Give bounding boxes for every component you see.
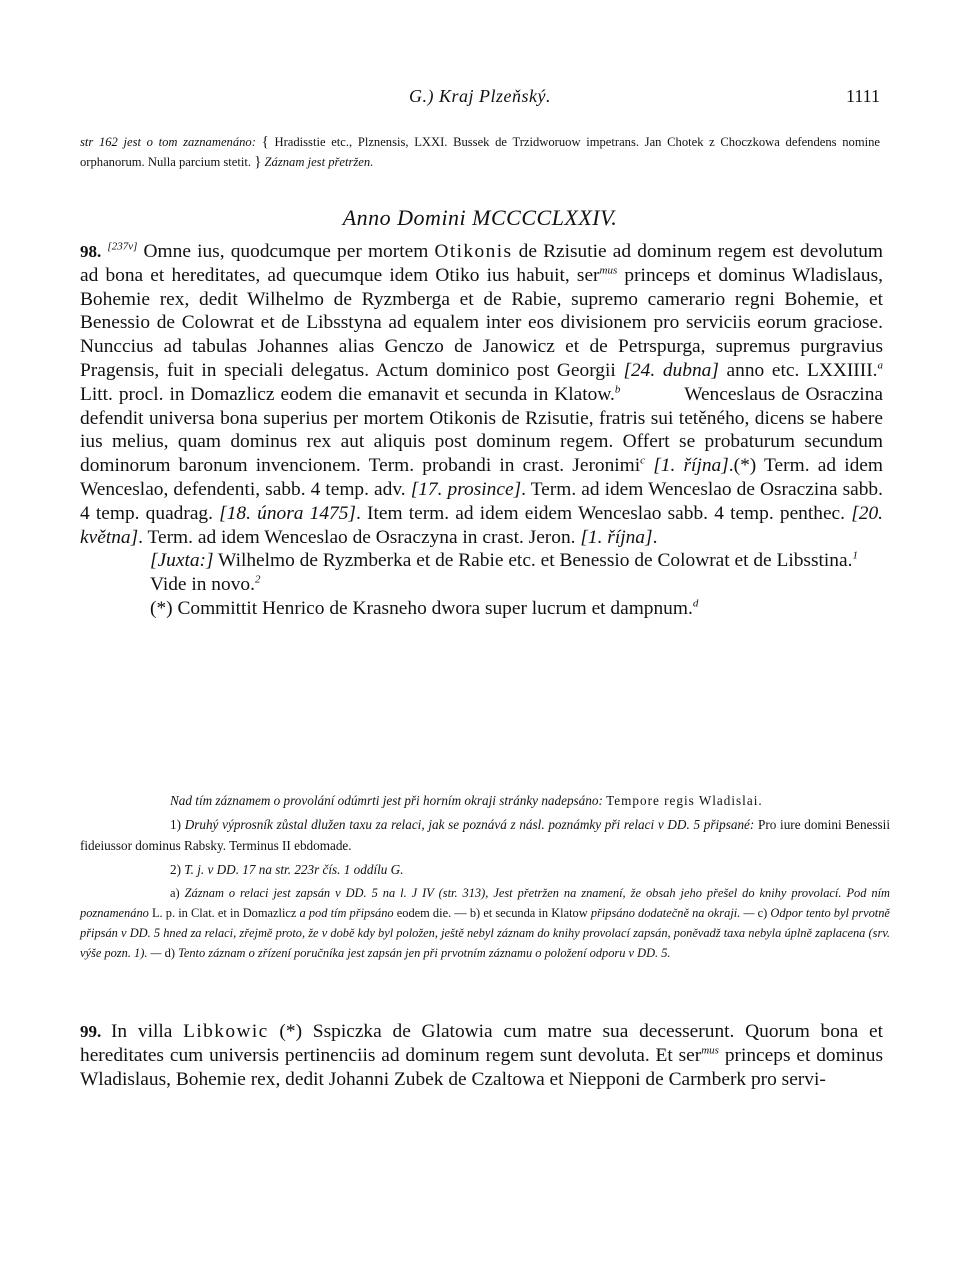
juxta-label: [Juxta:]: [150, 550, 214, 572]
text-run: . Term. ad idem Wenceslao de Osraczina sabb. 4 temp. quadrag.: [80, 478, 883, 524]
footnote-italic: Tento záznam o zřízení poručníka jest zapsán jen při prvotním záznamu o položení odporu v DD. 5.: [178, 946, 671, 960]
editorial-date: [17. prosince]: [410, 478, 522, 500]
brace-close-icon: }: [254, 154, 262, 170]
footnote-text: et secunda in Klatow: [483, 906, 588, 920]
editorial-date: [1. října]: [653, 455, 729, 477]
page-number: 1111: [846, 86, 880, 106]
top-note: [80, 132, 880, 172]
section-98: [80, 240, 883, 621]
text-run: de Rzisutie ad dominum regem est devolutum ad bona et hereditates, ad quecumque idem Otiko ius habuit, ser: [80, 241, 883, 286]
top-note-prefix: str 162 jest o tom zaznamenáno:: [80, 135, 256, 149]
footnote-italic: a pod tím připsáno: [299, 906, 394, 920]
spaced-name: Libkowic: [183, 1021, 269, 1042]
footnote-ref: 1: [852, 549, 858, 562]
footnote-mark: a): [170, 886, 180, 900]
text-run: Vide in novo.: [150, 574, 255, 596]
superscript: mus: [701, 1044, 719, 1057]
footnote-italic: Nad tím záznamem o provolání odúmrti jest při horním okraji stránky nadepsáno:: [170, 793, 603, 808]
footnote-mark: 1): [170, 817, 181, 832]
text-run: (*) Sspiczka de Glatowia cum matre sua decesserunt. Quorum bona et hereditates cum universis pertinenciis ad dominum regem sunt devoluta. Et ser: [80, 1021, 883, 1067]
section-99: [80, 1020, 883, 1093]
text-run: princeps et dominus Wladislaus, Bohemie rex, dedit Wilhelmo de Ryzmberga et de Rabie, supremo camerario regni Bohemie, et Benessio de Colowrat et de Libsstyna ad equalem inter eos divisionem pro serviciis eorum graciose. Nunccius ad tabulas Johannes alias Genczo de Janowicz et de Petrspurga, supremus purgravius Pragensis, fuit in speciali delegatus. Actum dominico post Georgii: [80, 264, 883, 381]
section-number: 98.: [80, 242, 102, 261]
footnotes: [80, 790, 890, 966]
footnote-italic: T. j. v DD. 17 na str. 223r čís. 1 oddílu G.: [184, 862, 404, 877]
footnote-mark: 2): [170, 862, 181, 877]
section-98-paragraph: [80, 240, 883, 549]
folio-mark: [237v]: [107, 240, 138, 253]
footnote-1: [80, 814, 890, 856]
footnote-italic: Odpor tento byl prvotně připsán v DD. 5 hned za relaci, zřejmě proto, že v době kdy byl položen, ještě nebyl záznam do knihy provolací zapsán, poněvadž taxa nebyla úplně zaplacena (srv. výše pozn. 1). —: [80, 906, 890, 960]
footnote-italic: Záznam o relaci jest zapsán v DD. 5 na l. J IV (str. 313), Jest přetržen na znamení, že obsah jeho přešel do knihy provolací. Pod ním poznamenáno: [80, 886, 890, 920]
editorial-date: [20. května]: [80, 502, 883, 548]
page-header: [80, 86, 880, 116]
section-number: 99.: [80, 1022, 102, 1041]
footnote-ref: d: [692, 597, 699, 610]
top-note-suffix: Záznam jest přetržen.: [264, 155, 374, 169]
footnote-text: L. p. in Clat. et in Domazlicz: [151, 906, 297, 920]
footnote-ref: 2: [254, 573, 261, 586]
footnote-text: Tempore regis Wladislai.: [606, 793, 763, 808]
juxta-paragraph: [80, 549, 883, 573]
spaced-name: Otikonis: [434, 241, 513, 262]
footnote-ref: b: [614, 383, 621, 396]
top-note-body: Hradisstie etc., Plznensis, LXXI. Bussek de Trzidworuow impetrans. Jan Chotek z Choczkowa defendens nomine orphanorum. Nulla parcium stetit.: [80, 135, 881, 169]
footnote-text: Pro iure domini Benessii fideiussor dominus Rabsky. Terminus II ebdomade.: [80, 817, 891, 853]
text-run: Omne ius, quodcumque per mortem: [143, 241, 429, 262]
footnote-a: [80, 883, 890, 963]
footnote-ref: c: [640, 454, 646, 467]
footnote-mark: c): [757, 906, 768, 920]
editorial-date: [18. února 1475]: [219, 502, 356, 524]
text-run: anno etc. LXXIIII.: [726, 359, 878, 381]
text-run: Wenceslaus de Osraczina defendit universa bona superius per mortem Otikonis de Rzisutie, fratris sui tetěného, dicens se habere ius melius, quam dominus rex aut aliquis post dominum regem. Offert se probaturum secundum dominorum baronum invencionem. Term. probandi in crast. Jeronimi: [80, 383, 883, 477]
superscript: mus: [599, 264, 618, 277]
running-title: G.) Kraj Plzeňský.: [409, 86, 551, 106]
footnote-italic: připsáno dodatečně na okraji. —: [590, 906, 755, 920]
brace-open-icon: {: [261, 134, 269, 150]
editorial-date: [24. dubna]: [623, 359, 719, 381]
footnote-mark: d): [164, 946, 175, 960]
text-run: In villa: [110, 1021, 173, 1042]
footnote-0: [80, 790, 890, 811]
footnote-mark: b): [469, 906, 481, 920]
text-run: Wilhelmo de Ryzmberka et de Rabie etc. et Benessio de Colowrat et de Libsstina.: [218, 550, 853, 572]
text-run: .(*) Term. ad idem Wenceslao, defendenti, sabb. 4 temp. adv.: [80, 455, 883, 500]
footnote-italic: Druhý výprosník zůstal dlužen taxu za relaci, jak se poznává z násl. poznámky při relaci v DD. 5 připsané:: [184, 817, 755, 832]
committit-paragraph: [80, 597, 883, 621]
text-run: . Term. ad idem Wenceslao de Osraczyna in crast. Jeron.: [138, 526, 576, 548]
text-run: (*) Committit Henrico de Krasneho dwora super lucrum et dampnum.: [150, 597, 693, 619]
footnote-ref: a: [877, 359, 883, 372]
text-run: .: [652, 526, 658, 548]
text-run: Litt. procl. in Domazlicz eodem die emanavit et secunda in Klatow.: [80, 383, 615, 405]
footnote-text: eodem die. —: [396, 906, 467, 920]
text-run: princeps et dominus Wladislaus, Bohemie rex, dedit Johanni Zubek de Czaltowa et Niepроni de Carmberk pro servi-: [80, 1045, 883, 1091]
vide-paragraph: [80, 573, 883, 597]
footnote-2: [80, 859, 890, 880]
text-run: . Item term. ad idem eidem Wenceslao sabb. 4 temp. penthec.: [355, 502, 846, 524]
year-heading: Anno Domini MCCCCLXXIV.: [342, 205, 618, 230]
section-99-paragraph: [80, 1020, 883, 1093]
editorial-date: [1. října]: [580, 526, 653, 548]
